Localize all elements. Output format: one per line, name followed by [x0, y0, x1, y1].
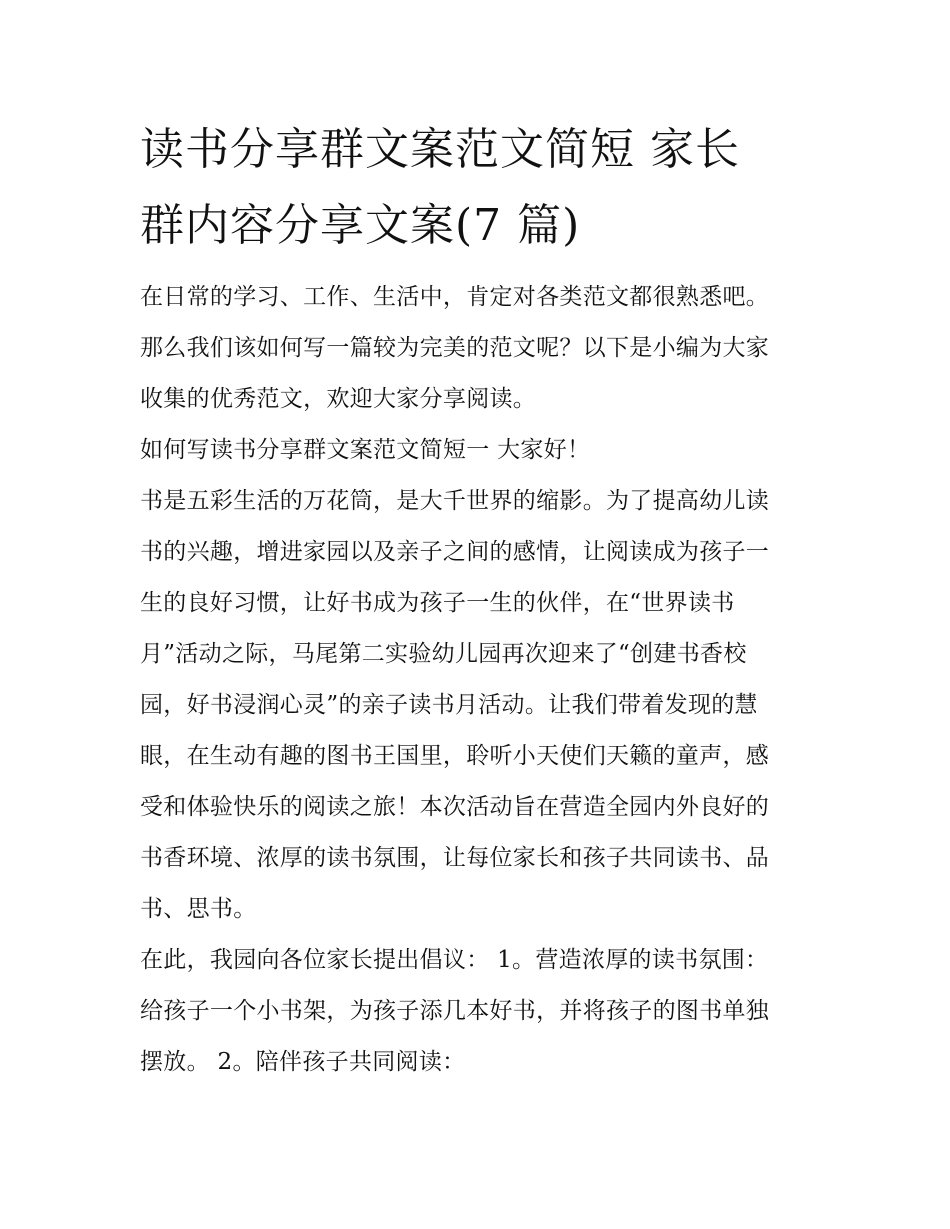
body-line: 眼，在生动有趣的图书王国里，聆听小天使们天籁的童声，感	[140, 743, 770, 769]
body-line: 书是五彩生活的万花筒，是大千世界的缩影。为了提高幼儿读	[140, 488, 770, 514]
body-line: 书、思书。	[140, 896, 257, 922]
title-line: 群内容分享文案(7 篇)	[140, 200, 581, 251]
title-line: 读书分享群文案范文简短 家长	[140, 124, 740, 175]
body-line: 受和体验快乐的阅读之旅！本次活动旨在营造全园内外良好的	[140, 794, 770, 820]
body-line: 如何写读书分享群文案范文简短一 大家好！	[140, 437, 591, 463]
body-line: 给孩子一个小书架，为孩子添几本好书，并将孩子的图书单独	[140, 998, 770, 1024]
document-title	[140, 112, 812, 264]
document-body	[140, 272, 812, 1088]
body-line: 那么我们该如何写一篇较为完美的范文呢？以下是小编为大家	[140, 335, 770, 361]
body-line: 摆放。 2。陪伴孩子共同阅读：	[140, 1049, 466, 1075]
document-page	[140, 112, 812, 1088]
body-line: 书香环境、浓厚的读书氛围，让每位家长和孩子共同读书、品	[140, 845, 770, 871]
body-line: 月”活动之际，马尾第二实验幼儿园再次迎来了“创建书香校	[140, 641, 747, 667]
body-line: 书的兴趣，增进家园以及亲子之间的感情，让阅读成为孩子一	[140, 539, 770, 565]
body-line: 收集的优秀范文，欢迎大家分享阅读。	[140, 386, 537, 412]
body-line: 在此，我园向各位家长提出倡议： 1。营造浓厚的读书氛围：	[140, 947, 769, 973]
body-line: 在日常的学习、工作、生活中，肯定对各类范文都很熟悉吧。	[140, 284, 770, 310]
body-line: 园，好书浸润心灵”的亲子读书月活动。让我们带着发现的慧	[140, 692, 758, 718]
body-line: 生的良好习惯，让好书成为孩子一生的伙伴，在“世界读书	[140, 590, 735, 616]
